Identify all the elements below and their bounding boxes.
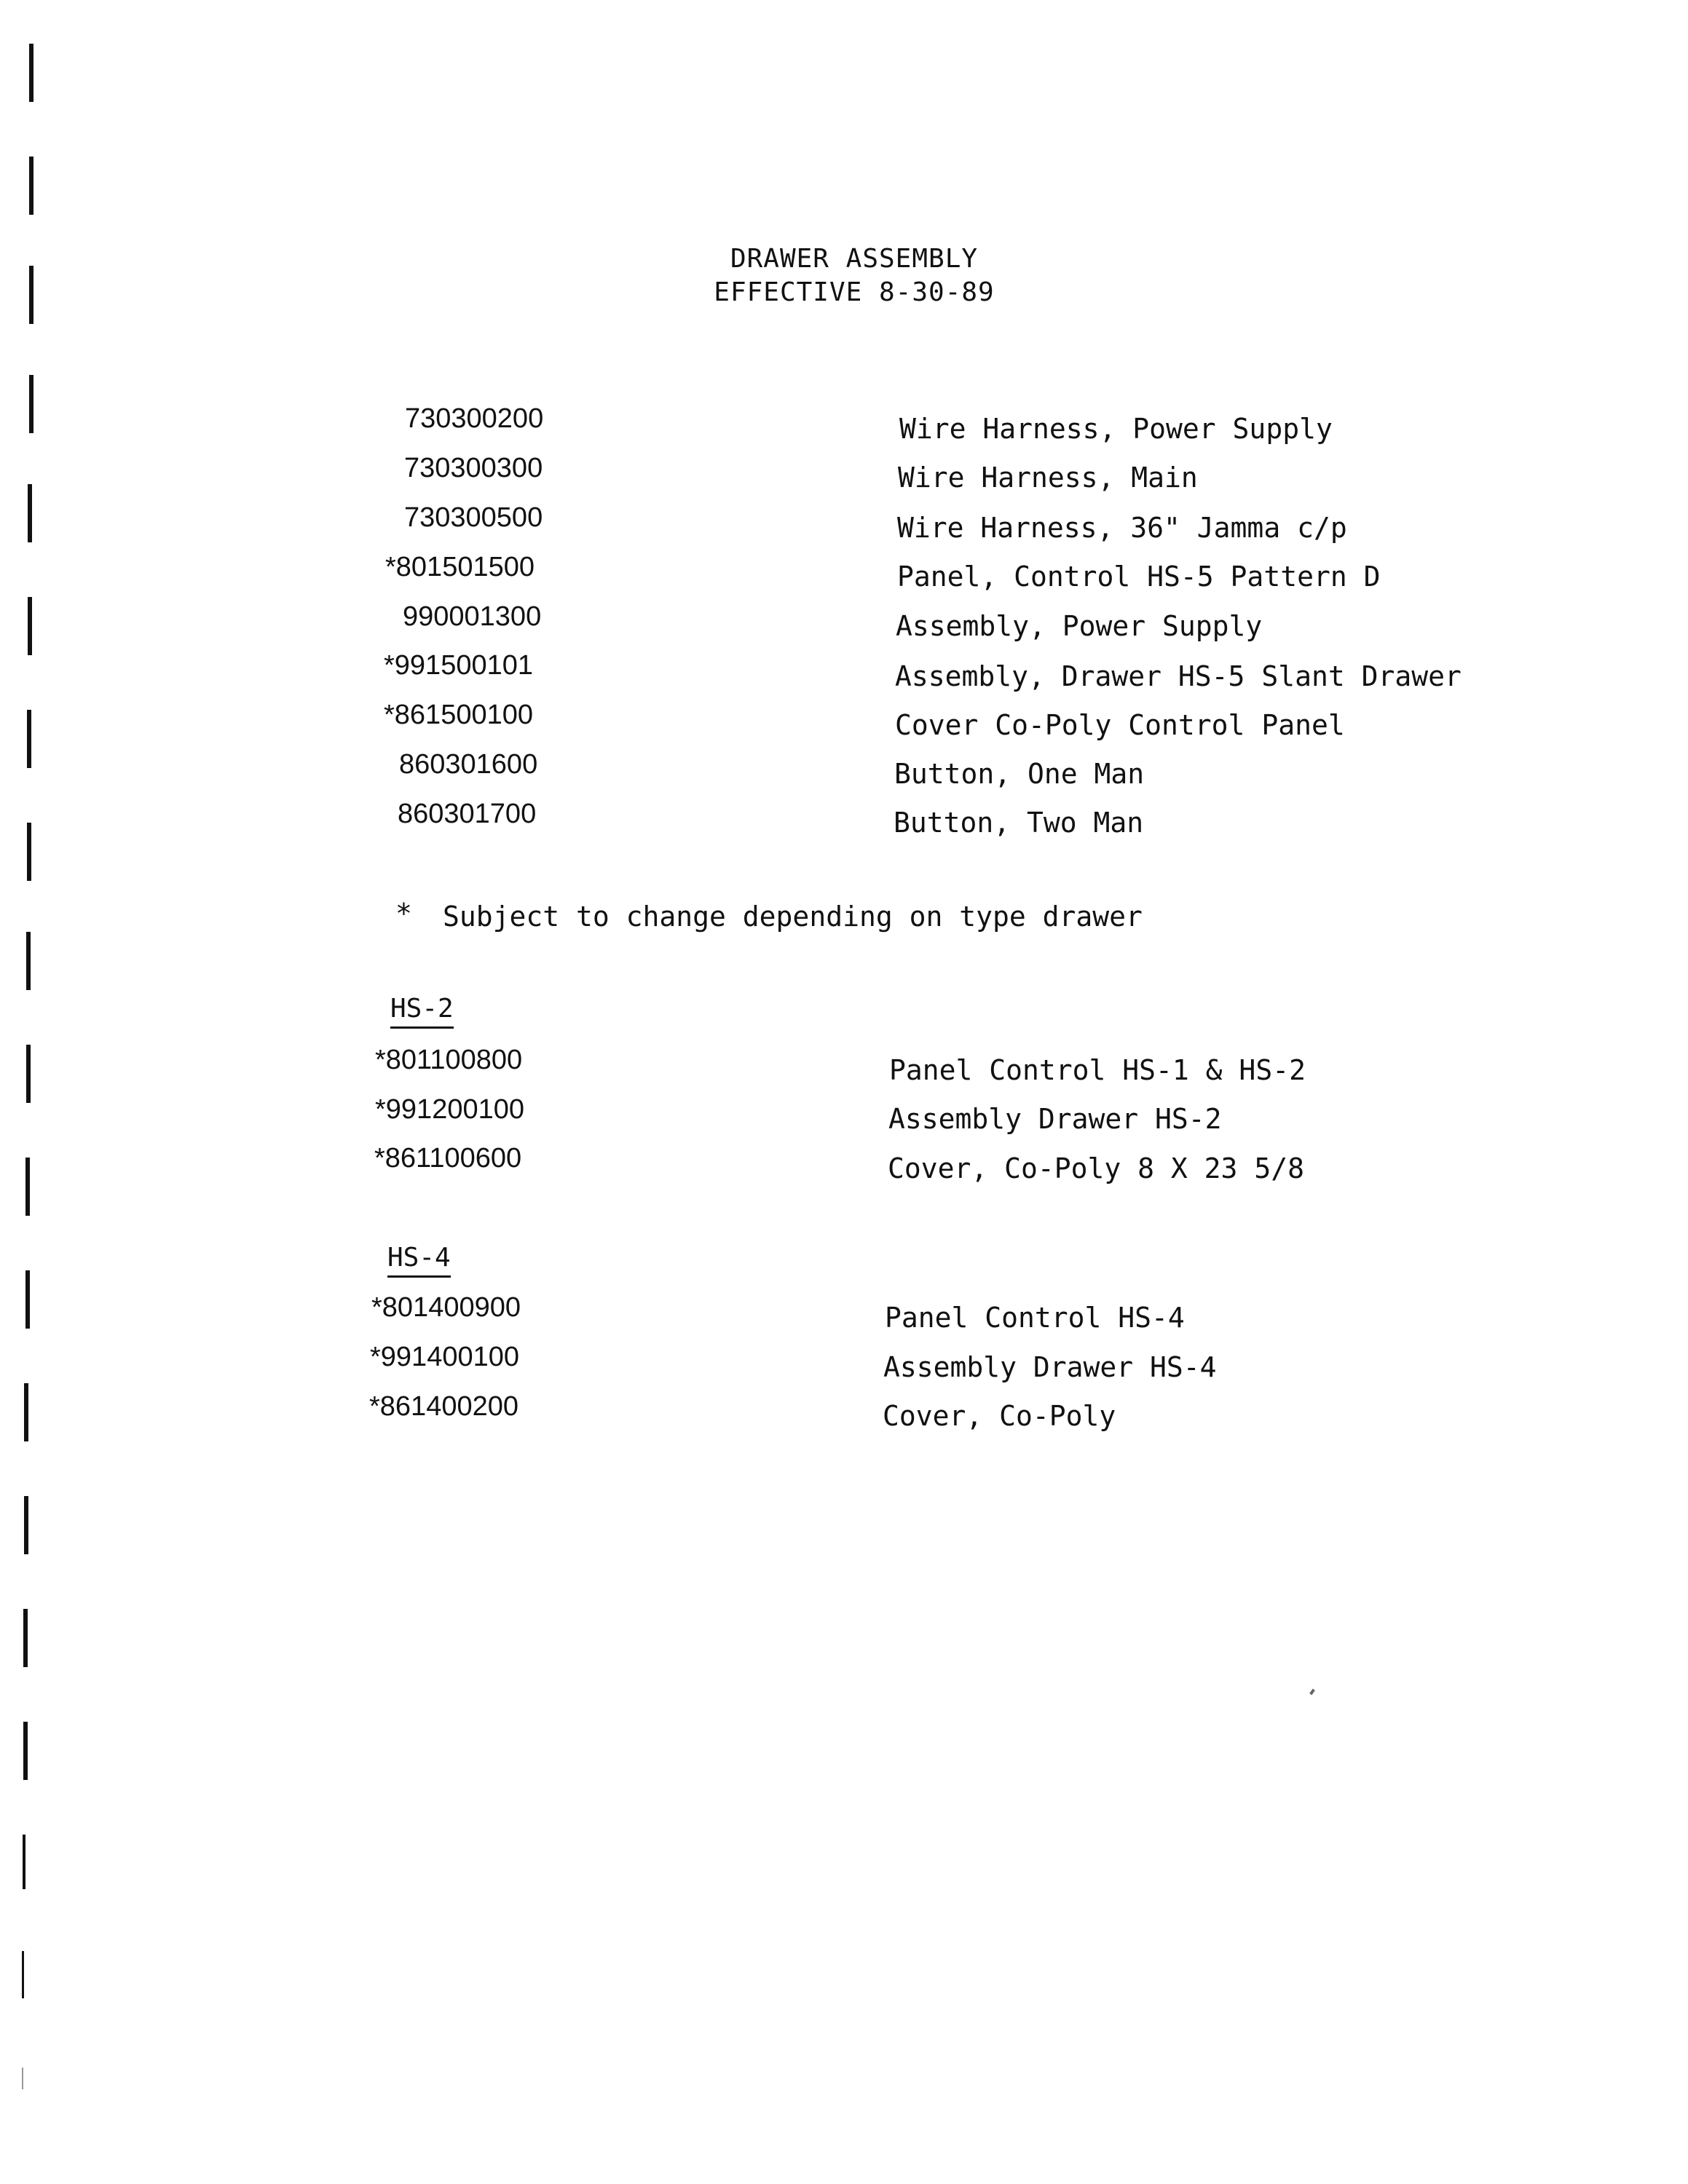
binder-mark [27,710,31,768]
part-number: *861100600 [374,1143,522,1174]
binder-mark [23,1835,25,1889]
binder-mark [23,1609,28,1667]
part-number: *801400900 [371,1292,521,1323]
part-number: *801100800 [375,1045,523,1075]
binder-mark [29,375,33,433]
binder-mark [26,1045,31,1103]
part-description: Cover, Co-Poly 8 X 23 5/8 [888,1152,1304,1184]
part-number: 860301700 [398,799,537,829]
part-description: Wire Harness, Main [898,462,1198,494]
part-number: 730300500 [404,502,543,533]
section-heading [390,996,454,1029]
part-description: Cover Co-Poly Control Panel [895,709,1345,741]
part-number: 990001300 [403,601,542,632]
part-number: *801501500 [385,552,535,582]
part-number: *861400200 [369,1391,518,1422]
binder-mark [28,484,32,542]
binder-mark [22,2068,23,2089]
part-description: Assembly Drawer HS-4 [883,1351,1217,1383]
part-number: 730300200 [405,403,544,434]
speck [1309,1689,1315,1696]
document-subtitle: EFFECTIVE 8-30-89 [714,277,995,307]
part-number: *991200100 [375,1094,524,1125]
binder-mark [25,1270,30,1329]
binder-mark [24,1496,28,1554]
part-description: Button, Two Man [894,807,1144,839]
part-description: Cover, Co-Poly [883,1400,1116,1432]
footnote-text: Subject to change depending on type drawer [443,901,1143,933]
part-description: Assembly Drawer HS-2 [888,1103,1222,1135]
binder-mark [25,1158,30,1216]
part-description: Assembly, Power Supply [896,610,1263,642]
part-number: *991500101 [384,650,533,681]
binder-mark [29,44,33,102]
document-title: DRAWER ASSEMBLY [730,244,979,274]
part-number: 860301600 [399,749,538,780]
section-heading-text: HS-4 [387,1245,451,1278]
part-number: *861500100 [384,700,533,730]
binder-mark [27,823,31,881]
part-description: Panel Control HS-4 [885,1302,1185,1334]
part-description: Panel Control HS-1 & HS-2 [889,1054,1306,1086]
part-description: Button, One Man [894,758,1145,790]
binder-mark [23,1722,28,1780]
part-number: *991400100 [370,1342,519,1372]
binder-mark [22,1951,24,1998]
part-description: Wire Harness, Power Supply [899,413,1333,445]
part-number: 730300300 [404,453,543,483]
part-description: Wire Harness, 36" Jamma c/p [897,512,1347,544]
part-description: Panel, Control HS-5 Pattern D [897,561,1381,593]
binder-mark [24,1383,28,1441]
section-heading-text: HS-2 [390,996,454,1029]
section-heading [387,1245,451,1278]
binder-mark [29,157,33,215]
binder-mark [26,932,31,990]
binder-mark [28,597,32,655]
footnote-marker: * [395,898,412,930]
part-description: Assembly, Drawer HS-5 Slant Drawer [895,660,1462,692]
